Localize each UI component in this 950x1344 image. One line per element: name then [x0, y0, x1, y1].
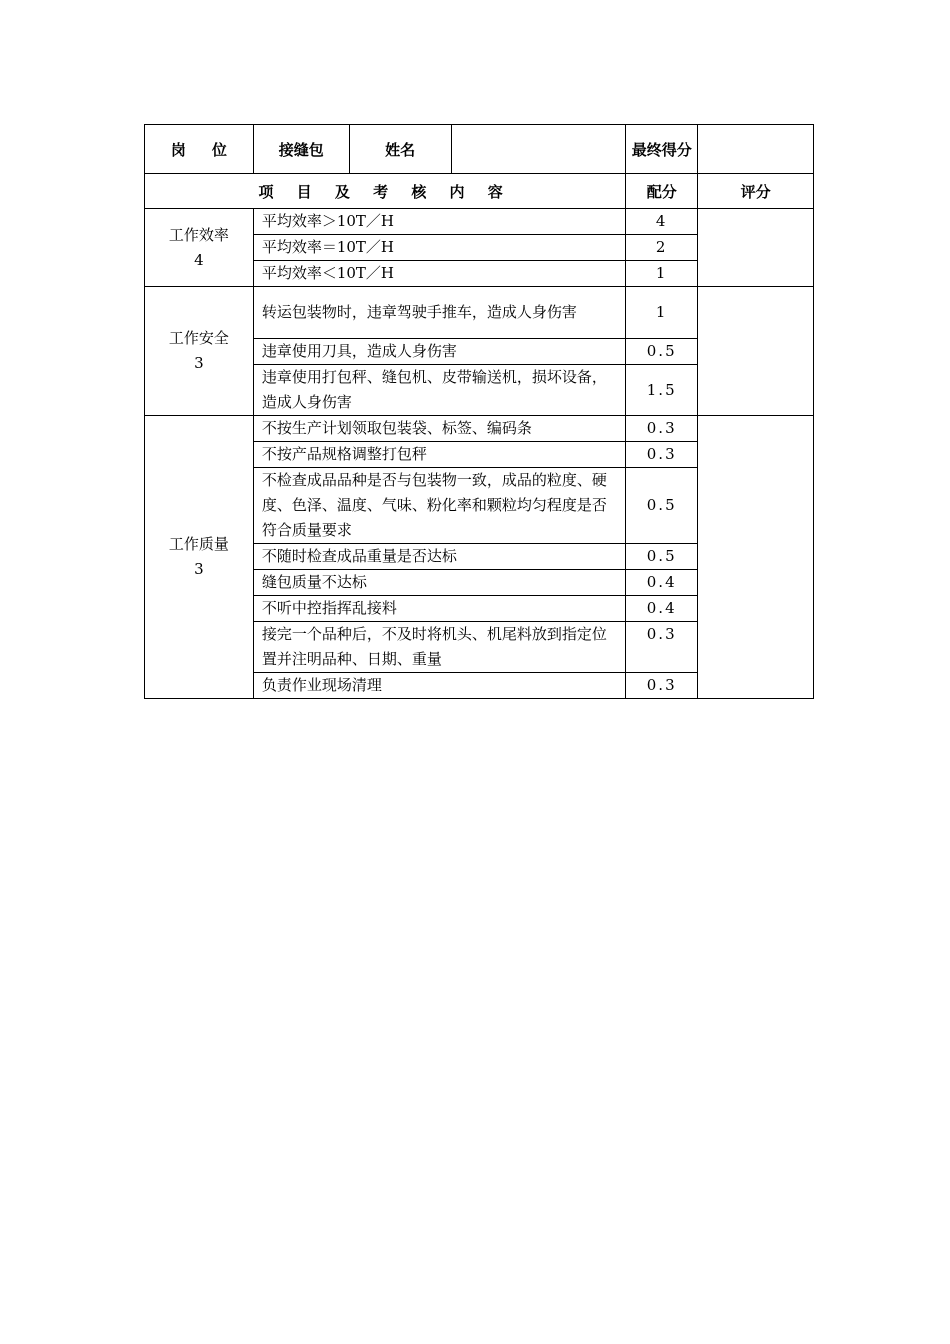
item-text: 平均效率＝10T／H	[253, 235, 625, 261]
evaluation-header: 评分	[698, 174, 814, 209]
category-weight: 4	[194, 250, 204, 269]
header-row	[145, 125, 814, 174]
item-text: 不按产品规格调整打包秤	[253, 442, 625, 468]
category-safety	[145, 287, 254, 416]
evaluation-cell-quality[interactable]	[698, 416, 814, 699]
table-row	[145, 287, 814, 339]
item-text: 负责作业现场清理	[253, 673, 625, 699]
item-points: 1.5	[626, 365, 698, 416]
category-name: 工作效率	[168, 225, 229, 244]
post-label: 岗 位	[145, 125, 254, 174]
name-value-field[interactable]	[451, 125, 626, 174]
items-title: 项 目 及 考 核 内 容	[145, 174, 626, 209]
category-quality	[145, 416, 254, 699]
item-points: 0.3	[626, 416, 698, 442]
item-text: 平均效率＞10T／H	[253, 209, 625, 235]
column-header-row	[145, 174, 814, 209]
evaluation-cell-efficiency[interactable]	[698, 209, 814, 287]
item-text: 转运包装物时，违章驾驶手推车，造成人身伤害	[253, 287, 625, 339]
category-efficiency	[145, 209, 254, 287]
final-score-label: 最终得分	[626, 125, 698, 174]
item-text: 缝包质量不达标	[253, 570, 625, 596]
item-points: 0.3	[626, 673, 698, 699]
item-points: 1	[626, 287, 698, 339]
item-points: 0.4	[626, 596, 698, 622]
points-header: 配分	[626, 174, 698, 209]
item-points: 4	[626, 209, 698, 235]
item-text: 不随时检查成品重量是否达标	[253, 544, 625, 570]
category-weight: 3	[194, 560, 204, 578]
item-text: 不按生产计划领取包装袋、标签、编码条	[253, 416, 625, 442]
item-points: 0.5	[626, 339, 698, 365]
item-points: 0.5	[626, 544, 698, 570]
assessment-form	[144, 124, 814, 699]
item-points: 0.3	[626, 442, 698, 468]
item-text: 接完一个品种后，不及时将机头、机尾料放到指定位置并注明品种、日期、重量	[253, 622, 625, 673]
item-text: 不听中控指挥乱接料	[253, 596, 625, 622]
item-points: 2	[626, 235, 698, 261]
final-score-field[interactable]	[698, 125, 814, 174]
category-name: 工作安全	[168, 329, 229, 347]
item-text: 违章使用打包秤、缝包机、皮带输送机，损坏设备，造成人身伤害	[253, 365, 625, 416]
item-text: 平均效率＜10T／H	[253, 261, 625, 287]
item-points: 0.5	[626, 468, 698, 544]
item-text: 违章使用刀具，造成人身伤害	[253, 339, 625, 365]
category-weight: 3	[194, 354, 204, 372]
evaluation-cell-safety[interactable]	[698, 287, 814, 416]
item-points: 0.4	[626, 570, 698, 596]
post-value: 接缝包	[253, 125, 349, 174]
item-text: 不检查成品品种是否与包装物一致，成品的粒度、硬度、色泽、温度、气味、粉化率和颗粒均匀程度是否符合质量要求	[253, 468, 625, 544]
assessment-table	[144, 124, 814, 699]
name-label: 姓名	[349, 125, 451, 174]
table-row	[145, 416, 814, 442]
table-row	[145, 209, 814, 235]
item-points: 1	[626, 261, 698, 287]
category-name: 工作质量	[168, 535, 229, 553]
item-points: 0.3	[626, 622, 698, 673]
